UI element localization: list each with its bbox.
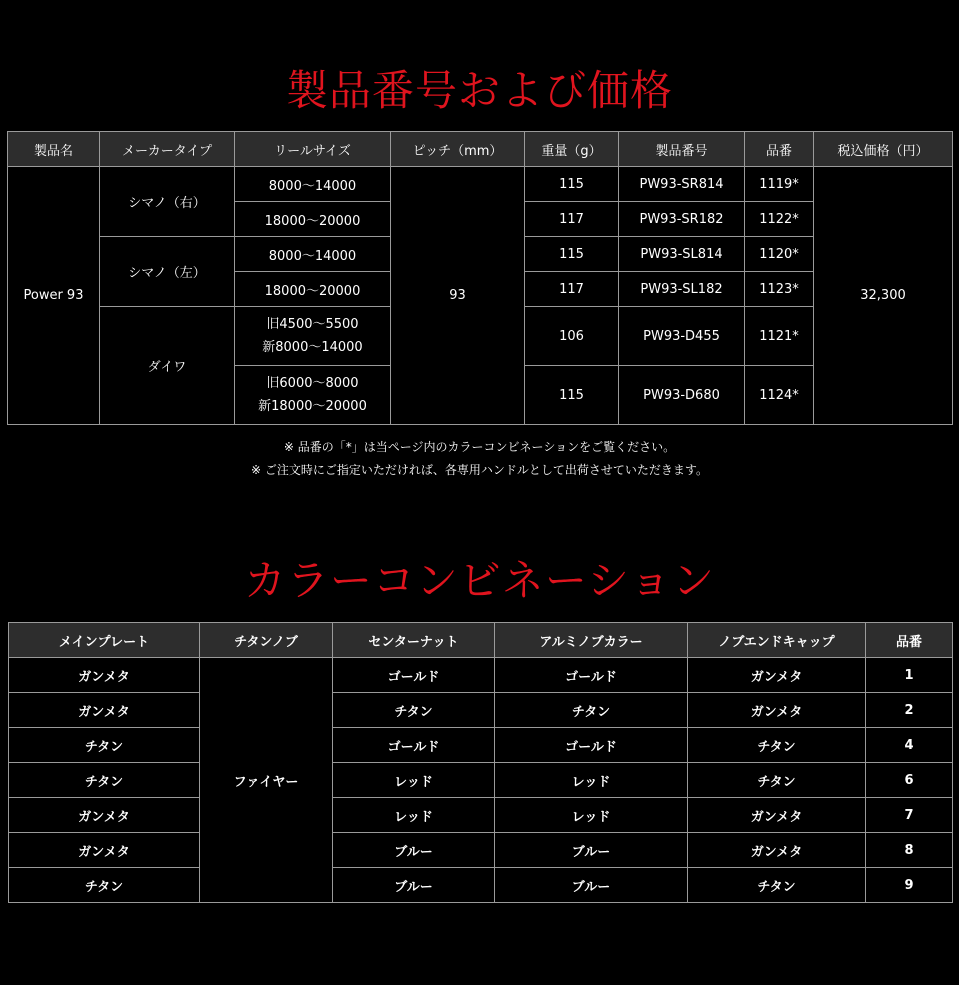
main-plate-cell: チタン: [9, 868, 200, 903]
header-center-nut: センターナット: [333, 623, 495, 658]
reel-size-cell: 18000〜20000: [235, 272, 391, 307]
table-row: [9, 693, 953, 728]
pitch-cell: 93: [391, 167, 525, 425]
knob-color-cell: レッド: [495, 798, 688, 833]
color-code-cell: 9: [866, 868, 953, 903]
knob-color-cell: レッド: [495, 763, 688, 798]
end-cap-cell: チタン: [688, 763, 866, 798]
main-plate-cell: ガンメタ: [9, 833, 200, 868]
reel-size-new: 新18000〜20000: [258, 399, 367, 414]
product-section-title: 製品番号および価格: [285, 66, 673, 115]
header-pitch: ピッチ（mm）: [391, 132, 525, 167]
knob-color-cell: ゴールド: [495, 658, 688, 693]
main-plate-cell: ガンメタ: [9, 798, 200, 833]
color-section-title: カラーコンビネーション: [243, 556, 716, 605]
item-code-cell: 1123*: [745, 272, 814, 307]
color-code-cell: 2: [866, 693, 953, 728]
end-cap-cell: ガンメタ: [688, 693, 866, 728]
center-nut-cell: ゴールド: [333, 728, 495, 763]
reel-size-cell: 8000〜14000: [235, 237, 391, 272]
center-nut-cell: ブルー: [333, 868, 495, 903]
header-knob-end-cap: ノブエンドキャップ: [688, 623, 866, 658]
center-nut-cell: レッド: [333, 763, 495, 798]
table-row: [9, 798, 953, 833]
color-code-cell: 8: [866, 833, 953, 868]
model-number-cell: PW93-D680: [619, 366, 745, 425]
table-row: [9, 833, 953, 868]
reel-size-cell: 8000〜14000: [235, 167, 391, 202]
reel-size-new: 新8000〜14000: [262, 340, 363, 355]
header-weight: 重量（g）: [525, 132, 619, 167]
item-code-cell: 1121*: [745, 307, 814, 366]
maker-shimano-right: シマノ（右）: [100, 167, 235, 237]
color-code-cell: 1: [866, 658, 953, 693]
color-code-cell: 6: [866, 763, 953, 798]
main-plate-cell: チタン: [9, 728, 200, 763]
item-code-cell: 1120*: [745, 237, 814, 272]
knob-color-cell: ブルー: [495, 833, 688, 868]
weight-cell: 115: [525, 366, 619, 425]
table-row: [9, 658, 953, 693]
maker-shimano-left: シマノ（左）: [100, 237, 235, 307]
weight-cell: 117: [525, 202, 619, 237]
header-model-number: 製品番号: [619, 132, 745, 167]
note-order-handle: ※ ご注文時にご指定いただければ、各専用ハンドルとして出荷させていただきます。: [251, 463, 708, 477]
center-nut-cell: チタン: [333, 693, 495, 728]
model-number-cell: PW93-SL814: [619, 237, 745, 272]
center-nut-cell: ブルー: [333, 833, 495, 868]
model-number-cell: PW93-SR182: [619, 202, 745, 237]
header-item-code: 品番: [745, 132, 814, 167]
header-reel-size: リールサイズ: [235, 132, 391, 167]
reel-size-old: 旧6000〜8000: [266, 376, 359, 391]
product-name-cell: Power 93: [8, 167, 100, 425]
header-titanium-knob: チタンノブ: [200, 623, 333, 658]
header-aluminum-knob-color: アルミノブカラー: [495, 623, 688, 658]
reel-size-cell: [235, 366, 391, 425]
color-code-cell: 7: [866, 798, 953, 833]
knob-color-cell: チタン: [495, 693, 688, 728]
model-number-cell: PW93-D455: [619, 307, 745, 366]
end-cap-cell: ガンメタ: [688, 798, 866, 833]
knob-color-cell: ゴールド: [495, 728, 688, 763]
reel-size-old: 旧4500〜5500: [266, 317, 359, 332]
model-number-cell: PW93-SL182: [619, 272, 745, 307]
item-code-cell: 1119*: [745, 167, 814, 202]
header-maker-type: メーカータイプ: [100, 132, 235, 167]
table-row: [9, 728, 953, 763]
end-cap-cell: チタン: [688, 868, 866, 903]
reel-size-cell: 18000〜20000: [235, 202, 391, 237]
main-plate-cell: ガンメタ: [9, 658, 200, 693]
color-combination-table: [8, 622, 953, 903]
price-cell: 32,300: [814, 167, 953, 425]
weight-cell: 106: [525, 307, 619, 366]
maker-daiwa: ダイワ: [100, 307, 235, 425]
product-table: [7, 131, 953, 425]
table-row: [9, 763, 953, 798]
color-code-cell: 4: [866, 728, 953, 763]
main-plate-cell: チタン: [9, 763, 200, 798]
knob-color-cell: ブルー: [495, 868, 688, 903]
reel-size-cell: [235, 307, 391, 366]
center-nut-cell: ゴールド: [333, 658, 495, 693]
table-row: [8, 167, 953, 202]
product-table-header-row: [8, 132, 953, 167]
header-main-plate: メインプレート: [9, 623, 200, 658]
center-nut-cell: レッド: [333, 798, 495, 833]
weight-cell: 115: [525, 237, 619, 272]
table-row: [9, 868, 953, 903]
main-plate-cell: ガンメタ: [9, 693, 200, 728]
header-price: 税込価格（円）: [814, 132, 953, 167]
item-code-cell: 1124*: [745, 366, 814, 425]
weight-cell: 115: [525, 167, 619, 202]
end-cap-cell: チタン: [688, 728, 866, 763]
titanium-knob-cell: ファイヤー: [200, 658, 333, 903]
item-code-cell: 1122*: [745, 202, 814, 237]
end-cap-cell: ガンメタ: [688, 833, 866, 868]
color-table-header-row: [9, 623, 953, 658]
header-color-code: 品番: [866, 623, 953, 658]
header-product-name: 製品名: [8, 132, 100, 167]
end-cap-cell: ガンメタ: [688, 658, 866, 693]
model-number-cell: PW93-SR814: [619, 167, 745, 202]
weight-cell: 117: [525, 272, 619, 307]
note-color-code: ※ 品番の「*」は当ページ内のカラーコンビネーションをご覧ください。: [283, 440, 676, 454]
